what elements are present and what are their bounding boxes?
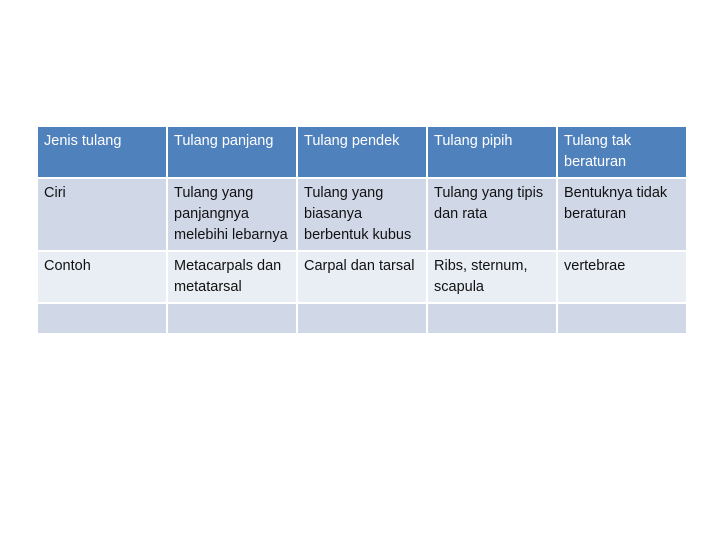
table-row-ciri: [38, 179, 686, 250]
table-cell: Carpal dan tarsal: [298, 252, 426, 302]
table-header-row: [38, 127, 686, 177]
table-cell: [38, 304, 166, 333]
table-cell: Ciri: [38, 179, 166, 250]
table-cell: Tulang yang tipis dan rata: [428, 179, 556, 250]
table-row-contoh: [38, 252, 686, 302]
table-cell: vertebrae: [558, 252, 686, 302]
table-cell: [558, 304, 686, 333]
table-cell: [168, 304, 296, 333]
table-cell: Tulang yang biasanya berbentuk kubus: [298, 179, 426, 250]
table-cell: Tulang yang panjangnya melebihi lebarnya: [168, 179, 296, 250]
header-cell-tulang-tak-beraturan: Tulang tak beraturan: [558, 127, 686, 177]
header-cell-jenis-tulang: Jenis tulang: [38, 127, 166, 177]
header-cell-tulang-panjang: Tulang panjang: [168, 127, 296, 177]
header-cell-tulang-pipih: Tulang pipih: [428, 127, 556, 177]
header-cell-tulang-pendek: Tulang pendek: [298, 127, 426, 177]
table-cell: Bentuknya tidak beraturan: [558, 179, 686, 250]
table-cell: [298, 304, 426, 333]
bone-types-table: [36, 125, 688, 335]
table-row-empty: [38, 304, 686, 333]
table-cell: Contoh: [38, 252, 166, 302]
table-cell: Ribs, sternum, scapula: [428, 252, 556, 302]
table-cell: Metacarpals dan metatarsal: [168, 252, 296, 302]
table-cell: [428, 304, 556, 333]
